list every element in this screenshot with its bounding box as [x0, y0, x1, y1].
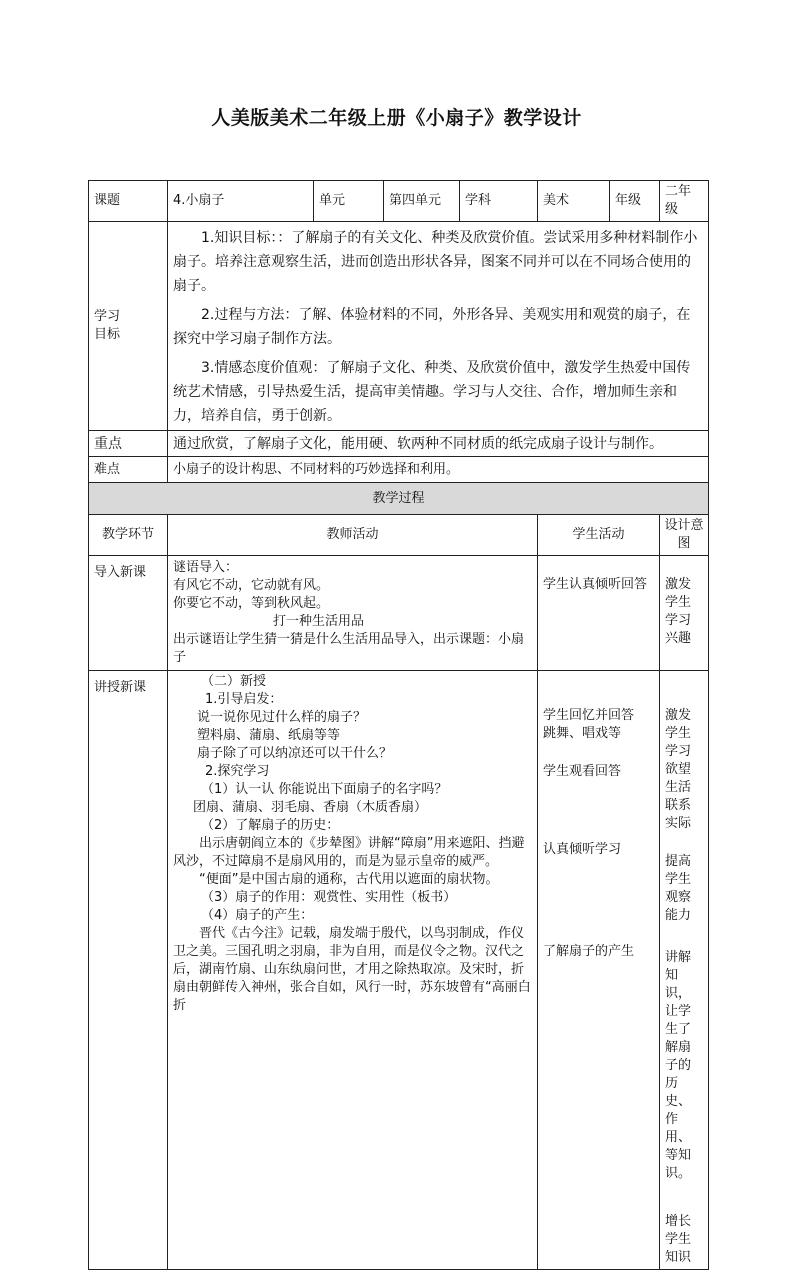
intro-riddle-line-2: 你要它不动，等到秋风起。: [173, 596, 330, 611]
process-heading-row: [89, 483, 709, 515]
lecture-t09: （2）了解扇子的历史：: [201, 818, 340, 833]
unit-value: 第四单元: [384, 181, 460, 222]
difficulty-label: 难点: [89, 457, 168, 483]
lecture-s5: 了解扇子的产生: [543, 944, 635, 959]
lecture-t10: 出示唐朝阎立本的《步辇图》讲解“障扇”用来遮阳、挡避风沙，不过障扇不是扇风用的，而是为显示皇帝的威严。: [173, 836, 525, 869]
lecture-s1: 学生回忆并回答: [543, 708, 635, 723]
goals-row: [89, 222, 709, 431]
lecture-s4: 认真倾听学习: [543, 842, 622, 857]
unit-label: 单元: [314, 181, 384, 222]
lecture-i2: 生活联系实际: [665, 780, 692, 831]
lecture-t01: （二）新授: [201, 674, 267, 689]
goal-emotion: 3.情感态度价值观：了解扇子文化、种类、及欣赏价值中，激发学生热爱中国传统艺术情感，引导热爱生活，提高审美情趣。学习与人交往、合作，增加师生亲和力，培养自信，勇于创新。: [173, 360, 691, 424]
header-row: [89, 181, 709, 222]
goals-label: [89, 222, 168, 431]
goals-label-line-2: 目标: [94, 327, 121, 342]
page-title: 人美版美术二年级上册《小扇子》教学设计: [211, 107, 582, 129]
intro-student: 学生认真倾听回答: [538, 556, 660, 671]
lecture-t07: （1）认一认 你能说出下面扇子的名字吗？: [201, 782, 448, 797]
lesson-label: 课题: [89, 181, 168, 222]
goals-label-line-1: 学习: [94, 309, 121, 324]
lecture-s2: 跳舞、唱戏等: [543, 726, 622, 741]
lecture-intent: [660, 671, 709, 1270]
goals-content: [168, 222, 709, 431]
lesson-value: 4.小扇子: [168, 181, 314, 222]
lecture-t03: 说一说你见过什么样的扇子？: [197, 710, 367, 725]
intro-teacher: [168, 556, 538, 671]
lecture-stage: 讲授新课: [89, 671, 168, 1270]
lecture-t06: 2.探究学习: [205, 764, 270, 779]
lecture-i3: 提高学生观察能力: [665, 854, 692, 923]
process-columns-row: [89, 515, 709, 556]
intro-riddle-hint: 打一种生活用品: [273, 614, 365, 629]
lecture-t14: 晋代《古今注》记载，扇发端于殷代，以鸟羽制成，作仪卫之美。三国孔明之羽扇，非为自用，而是仪令之物。汉代之后，湖南竹扇、山东纨扇问世，才用之除热取凉。及宋时，折扇由朝鲜传入神州，张合自如，风行一时，苏东坡曾有“高丽白折: [173, 926, 531, 1013]
key-point-label: 重点: [89, 431, 168, 457]
intro-riddle-line-1: 有风它不动，它动就有风。: [173, 578, 330, 593]
lecture-teacher: [168, 671, 538, 1270]
lecture-i1: 激发学生学习欲望: [665, 708, 692, 777]
lecture-t05: 扇子除了可以纳凉还可以干什么？: [197, 746, 393, 761]
grade-value: 二年级: [660, 181, 709, 222]
process-heading: 教学过程: [89, 483, 709, 515]
col-teacher: 教师活动: [168, 515, 538, 556]
col-stage: 教学环节: [89, 515, 168, 556]
intro-instruction: 出示谜语让学生猜一猜是什么生活用品导入，出示课题：小扇子: [173, 632, 525, 665]
lecture-t13: （4）扇子的产生：: [201, 908, 314, 923]
key-point-row: [89, 431, 709, 457]
subject-value: 美术: [538, 181, 610, 222]
difficulty-row: [89, 457, 709, 483]
lecture-t11: “便面”是中国古扇的通称，古代用以遮面的扇状物。: [199, 872, 499, 887]
lecture-row: [89, 671, 709, 1270]
lecture-t04: 塑料扇、蒲扇、纸扇等等: [197, 728, 341, 743]
lecture-student: [538, 671, 660, 1270]
key-point-value: 通过欣赏，了解扇子文化，能用硬、软两种不同材质的纸完成扇子设计与制作。: [168, 431, 709, 457]
goal-process: 2.过程与方法：了解、体验材料的不同，外形各异、美观实用和观赏的扇子，在探究中学习扇子制作方法。: [173, 307, 691, 347]
lecture-s3: 学生观看回答: [543, 764, 622, 779]
lecture-t08: 团扇、蒲扇、羽毛扇、香扇（木质香扇）: [193, 800, 428, 815]
lecture-t02: 1.引导启发：: [205, 692, 283, 707]
col-student: 学生活动: [538, 515, 660, 556]
lesson-plan-table: [88, 180, 709, 1270]
intro-row: [89, 556, 709, 671]
goal-knowledge: 1.知识目标：：了解扇子的有关文化、种类及欣赏价值。尝试采用多种材料制作小扇子。培养注意观察生活，进而创造出形状各异，图案不同并可以在不同场合使用的扇子。: [173, 230, 698, 294]
intro-intent: 激发学生学习兴趣: [660, 556, 709, 671]
difficulty-value: 小扇子的设计构思、不同材料的巧妙选择和利用。: [168, 457, 709, 483]
intro-stage: 导入新课: [89, 556, 168, 671]
subject-label: 学科: [460, 181, 538, 222]
intro-riddle-title: 谜语导入：: [173, 560, 239, 575]
col-intent: 设计意图: [660, 515, 709, 556]
lecture-i4: 讲解知识，让学生了解扇子的历史、作用、等知识。: [665, 950, 692, 1181]
grade-label: 年级: [610, 181, 660, 222]
lecture-i5: 增长学生知识: [665, 1214, 692, 1265]
lecture-t12: （3）扇子的作用：观赏性、实用性（板书）: [201, 890, 457, 905]
